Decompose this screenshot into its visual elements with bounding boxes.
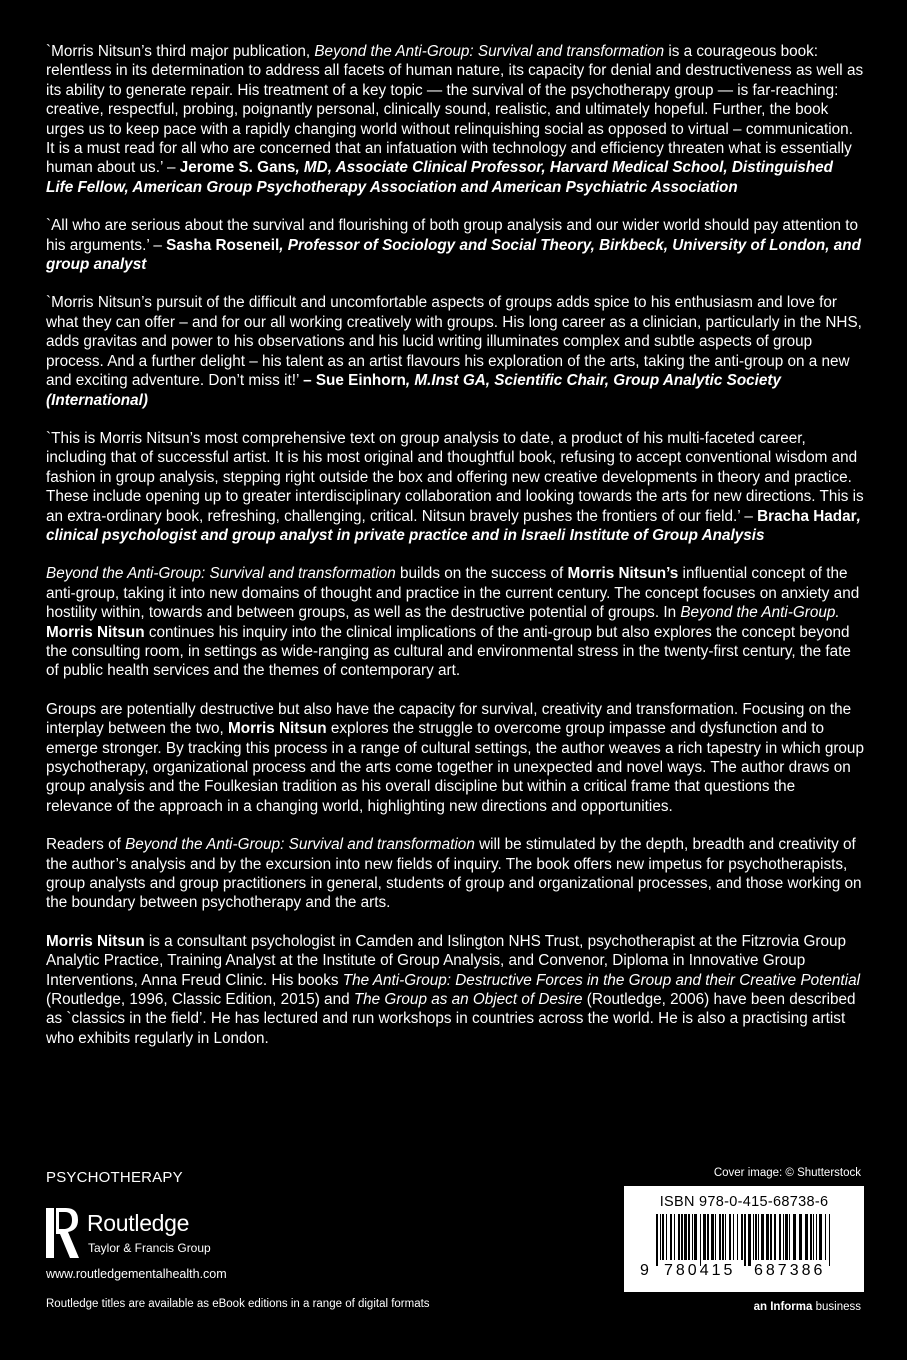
barcode-bar bbox=[694, 1214, 697, 1260]
barcode-bar bbox=[674, 1214, 675, 1260]
barcode-bar bbox=[774, 1214, 776, 1260]
review-einhorn: `Morris Nitsun’s pursuit of the difficult and uncomfortable aspects of groups adds spice to his enthusiasm and love for what they can offer – and for our all working creatively with groups. His long career as a clinician, particularly in the NHS, adds gravitas and power to his observations and his lucid writing illuminates complex and subtle aspects of group process. And a further delight – his talent as an artist flavours his exploration of the arts, taking the anti-group on a new and exciting adventure. Don’t miss it!’ – Sue Einhorn, M.Inst GA, Scientific Chair, Group Analytic Society (International) bbox=[46, 294, 862, 409]
barcode-bar bbox=[819, 1214, 822, 1260]
barcode-bar bbox=[656, 1214, 658, 1266]
cover-credit: Cover image: © Shutterstock bbox=[713, 1167, 861, 1179]
barcode-bar bbox=[715, 1214, 716, 1260]
barcode-bar bbox=[766, 1214, 769, 1260]
barcode-bar bbox=[711, 1214, 714, 1260]
publisher-logo bbox=[46, 1208, 246, 1260]
barcode-bar bbox=[779, 1214, 781, 1260]
barcode-bar bbox=[770, 1214, 772, 1260]
reviewer-affiliation: , clinical psychologist and group analyst in private practice and in Israeli Institute of Group Analysis bbox=[46, 507, 861, 544]
barcode-bar bbox=[666, 1214, 667, 1260]
routledge-r-icon bbox=[46, 1208, 80, 1258]
barcode-bar bbox=[829, 1214, 830, 1266]
barcode-bar bbox=[805, 1214, 808, 1260]
barcode-bar bbox=[722, 1214, 724, 1260]
reviewer-affiliation: , M.Inst GA, Scientific Chair, Group Analytic Society (International) bbox=[46, 372, 782, 409]
barcode-digit-lead: 9 bbox=[640, 1262, 649, 1279]
barcode-bar bbox=[748, 1214, 751, 1266]
barcode-bar bbox=[681, 1214, 683, 1260]
ebook-note: Routledge titles are available as eBook editions in a range of digital formats bbox=[46, 1298, 430, 1310]
barcode-bar bbox=[761, 1214, 764, 1260]
reviewer-name: Jerome S. Gans bbox=[179, 159, 296, 177]
review-hadar: `This is Morris Nitsun’s most comprehensive text on group analysis to date, a product of his multi-faceted career, including that of successful artist. It is his most original and thoughtful book, refusing to accept conventional wisdom and fashion in group analysis, stepping right outside the box and offering new creative developments in theory and practice. These include opening up to greater interdisciplinary collaboration and looking towards the arts for new directions. This is an extra-ordinary book, refreshing, challenging, critical. Nitsun bravely pushes the frontiers of our field.’ – Bracha Hadar, clinical psychologist and group analyst in private practice and in Israeli Institute of Group Analysis bbox=[46, 429, 864, 544]
isbn-number: ISBN 978-0-415-68738-6 bbox=[659, 1194, 829, 1210]
barcode-bar bbox=[662, 1214, 664, 1260]
barcode-bar bbox=[707, 1214, 709, 1260]
barcode-bar bbox=[688, 1214, 690, 1260]
barcode-bar bbox=[729, 1214, 731, 1260]
informa-tagline: an Informa business bbox=[753, 1301, 861, 1313]
barcode-bar bbox=[753, 1214, 754, 1260]
barcode-bar bbox=[660, 1214, 661, 1260]
barcode-bar bbox=[799, 1214, 802, 1260]
subject-category: PSYCHOTHERAPY bbox=[46, 1169, 183, 1186]
barcode-digit-group-2: 687386 bbox=[754, 1262, 826, 1279]
barcode-digit-group-1: 780415 bbox=[664, 1262, 736, 1279]
barcode-bar bbox=[783, 1214, 784, 1260]
reviewer-name: – Sue Einhorn bbox=[303, 372, 406, 390]
review-roseneil: `All who are serious about the survival and flourishing of both group analysis and our wider world should pay attention to his arguments.’ – Sasha Roseneil, Professor of Sociology and Social Theory, Birkbeck, University of London, and group analyst bbox=[46, 217, 861, 274]
barcode-bar bbox=[785, 1214, 788, 1260]
barcode-bar bbox=[789, 1214, 790, 1260]
barcode-bar bbox=[737, 1214, 738, 1260]
barcode-bar bbox=[692, 1214, 693, 1260]
barcode-bar bbox=[816, 1214, 817, 1260]
barcode-bar bbox=[813, 1214, 814, 1260]
barcode-bar bbox=[793, 1214, 796, 1260]
reviewer-affiliation: , Professor of Sociology and Social Theory, Birkbeck, University of London, and group analyst bbox=[46, 236, 861, 274]
barcode-bar bbox=[825, 1214, 826, 1260]
barcode-bar bbox=[719, 1214, 721, 1260]
barcode-bar bbox=[670, 1214, 672, 1260]
barcode-bar bbox=[733, 1214, 734, 1260]
barcode-bar bbox=[755, 1214, 757, 1260]
website-link[interactable]: www.routledgementalhealth.com bbox=[46, 1267, 227, 1281]
barcode-bar bbox=[741, 1214, 743, 1260]
reviewer-name: Sasha Roseneil bbox=[166, 236, 280, 254]
description-paragraph-1: Beyond the Anti-Group: Survival and transformation builds on the success of Morris Nitsun’s influential concept of the anti-group, taking it into new domains of thought and practice in the current century. The concept focuses on anxiety and hostility within, towards and between groups, as well as the destructive potential of groups. In Beyond the Anti-Group. Morris Nitsun continues his inquiry into the clinical implications of the anti-group but also explores the concept beyond the consulting room, in settings as wide-ranging as cultural and environmental stress in the twenty-first century, the fate of public health services and the themes of contemporary art. bbox=[46, 565, 860, 680]
review-gans: `Morris Nitsun’s third major publication, Beyond the Anti-Group: Survival and transformation is a courageous book: relentless in its determination to address all facets of human nature, its capacity for denial and destructiveness as well as its ability to generate repair. His treatment of a key topic — the survival of the psychotherapy group — is far-reaching: creative, respectful, probing, poignantly personal, clinically sound, realistic, and ultimately hopeful. Further, the book urges us to keep pace with a rapidly changing world without relinquishing social as opposed to virtual – communication. It is a must read for all who are concerned that an infatuation with technology and efficiency threaten what is essentially human about us.’ – Jerome S. Gans, MD, Associate Clinical Professor, Harvard Medical School, Distinguished Life Fellow, American Group Psychotherapy Association and American Psychiatric Association bbox=[46, 43, 864, 196]
publisher-group: Taylor & Francis Group bbox=[88, 1241, 211, 1255]
author-bio: Morris Nitsun is a consultant psychologist in Camden and Islington NHS Trust, psychotherapist at the Fitzrovia Group Analytic Practice, Training Analyst at the Institute of Group Analysis, and Convenor, Diploma in Innovative Group Interventions, Anna Freud Clinic. His books The Anti-Group: Destructive Forces in the Group and their Creative Potential (Routledge, 1996, Classic Edition, 2015) and The Group as an Object of Desire (Routledge, 2006) have been described as `classics in the field’. He has lectured and run workshops in countries across the world. He is also a practising artist who exhibits regularly in London. bbox=[46, 932, 860, 1047]
reviewer-name: Bracha Hadar bbox=[757, 507, 857, 525]
barcode-bars bbox=[654, 1214, 834, 1268]
barcode-bar bbox=[725, 1214, 726, 1260]
barcode-bar bbox=[744, 1214, 746, 1266]
barcode-bar bbox=[700, 1214, 701, 1266]
publisher-name: Routledge bbox=[87, 1210, 190, 1236]
description-paragraph-2: Groups are potentially destructive but also have the capacity for survival, creativity and transformation. Focusing on the interplay between the two, Morris Nitsun explores the struggle to overcome group impasse and dysfunction and to emerge stronger. By tracking this process in a range of cultural settings, the author weaves a rich tapestry in which group psychotherapy, organizational process and the arts come together in unexpected and novel ways. The author draws on group analysis and the Foulkesian tradition as his overall discipline but within a critical frame that questions the relevance of the approach in a changing world, highlighting new directions and opportunities. bbox=[46, 700, 864, 815]
isbn-barcode bbox=[624, 1186, 864, 1292]
barcode-bar bbox=[703, 1214, 706, 1260]
barcode-bar bbox=[810, 1214, 812, 1260]
barcode-bar bbox=[758, 1214, 759, 1260]
cover-text bbox=[46, 42, 864, 1067]
barcode-bar bbox=[684, 1214, 687, 1260]
reviewer-affiliation: , MD, Associate Clinical Professor, Harvard Medical School, Distinguished Life Fellow, American Group Psychotherapy Association and American Psychiatric Association bbox=[46, 159, 833, 196]
description-paragraph-3: Readers of Beyond the Anti-Group: Survival and transformation will be stimulated by the depth, breadth and creativity of the author’s analysis and by the excursion into new fields of inquiry. The book offers new impetus for psychotherapists, group analysts and group practitioners in general, students of group and organizational processes, and those working on the boundary between psychotherapy and the arts. bbox=[46, 836, 862, 912]
barcode-bar bbox=[678, 1214, 680, 1260]
